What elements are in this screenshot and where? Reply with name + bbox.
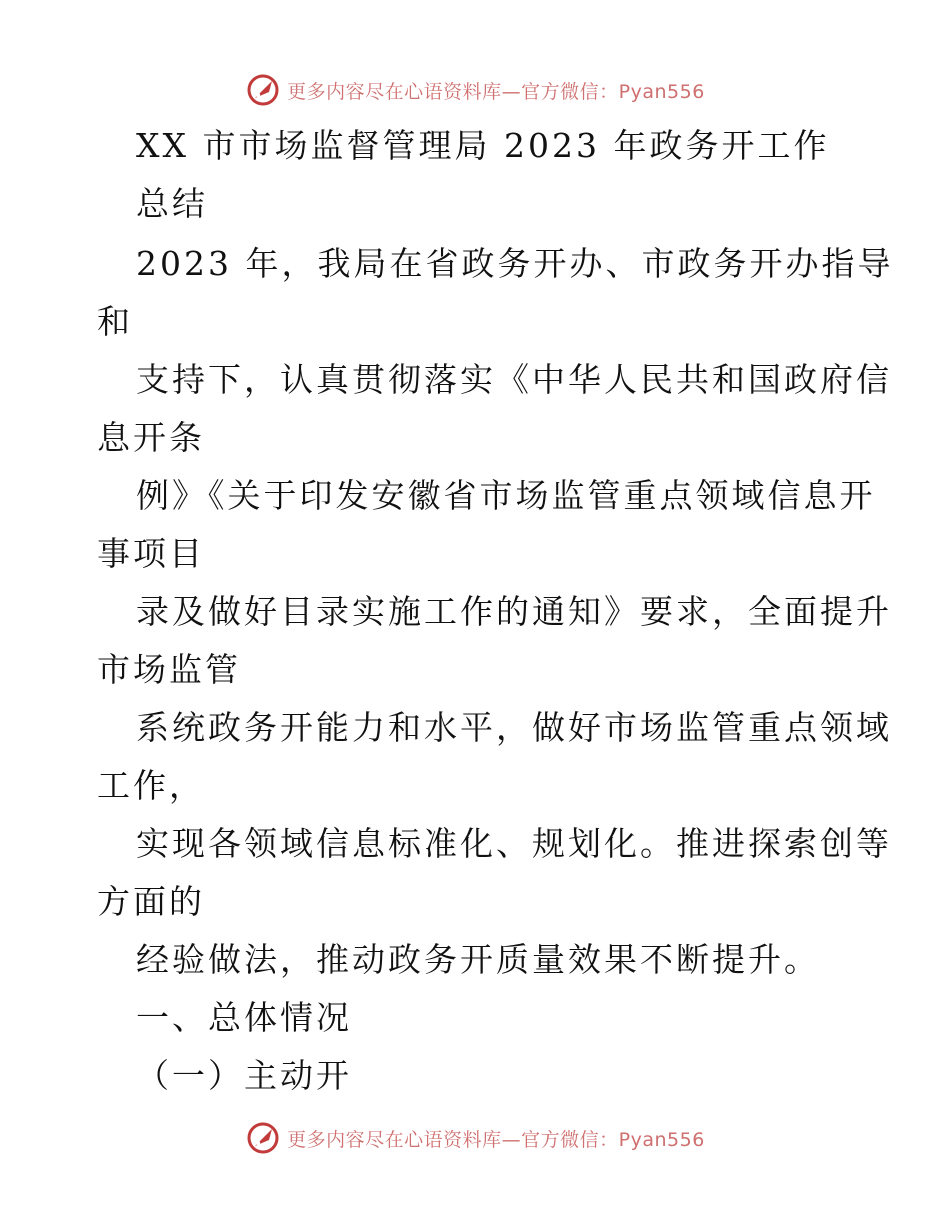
- doc-line: 2023 年，我局在省政务开办、市政务开办指导: [136, 244, 894, 283]
- doc-line: 工作，: [97, 766, 205, 805]
- doc-line: 息开条: [97, 418, 205, 457]
- section-heading: 一、总体情况: [136, 998, 352, 1037]
- doc-title-line-2: 总结: [136, 184, 208, 223]
- doc-title-line-1: XX 市市场监督管理局 2023 年政务开工作: [136, 126, 830, 165]
- quill-logo-icon: [245, 72, 281, 108]
- doc-line: 和: [97, 302, 133, 341]
- doc-line: 方面的: [97, 882, 205, 921]
- subsection-heading: （一）主动开: [136, 1056, 352, 1095]
- doc-line: 事项目: [97, 534, 205, 573]
- doc-line: 系统政务开能力和水平，做好市场监管重点领域: [136, 708, 892, 747]
- doc-line: 市场监管: [97, 650, 241, 689]
- header-watermark-text: 更多内容尽在心语资料库—官方微信：Pyan556: [287, 80, 705, 103]
- doc-line: 支持下，认真贯彻落实《中华人民共和国政府信: [136, 360, 892, 399]
- doc-line: 例》《关于印发安徽省市场监管重点领域信息开: [136, 476, 876, 515]
- doc-line: 录及做好目录实施工作的通知》要求，全面提升: [136, 592, 892, 631]
- footer-watermark: [0, 1118, 950, 1158]
- quill-logo-icon: [245, 1120, 281, 1156]
- header-watermark: [0, 70, 950, 110]
- doc-line: 实现各领域信息标准化、规划化。推进探索创等: [136, 824, 892, 863]
- footer-watermark-text: 更多内容尽在心语资料库—官方微信：Pyan556: [287, 1128, 705, 1151]
- doc-line: 经验做法，推动政务开质量效果不断提升。: [136, 940, 820, 979]
